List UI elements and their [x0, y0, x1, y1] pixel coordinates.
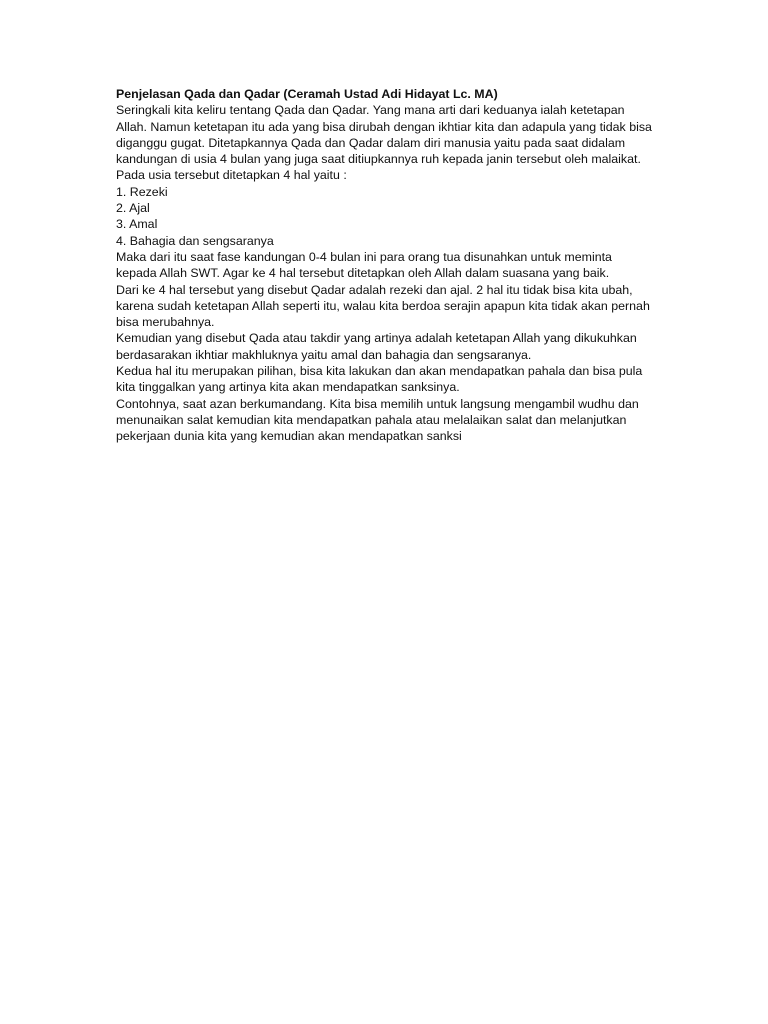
list-item: 4. Bahagia dan sengsaranya — [116, 233, 274, 248]
list-item: 3. Amal — [116, 217, 158, 232]
document-page — [116, 86, 656, 445]
paragraph-2: Dari ke 4 hal tersebut yang disebut Qadar adalah rezeki dan ajal. 2 hal itu tidak bisa kita ubah, karena sudah ketetapan Allah seperti itu, walau kita berdoa serajin apapun kita tidak akan pernah bisa merubahnya. — [116, 282, 650, 330]
document-title: Penjelasan Qada dan Qadar (Ceramah Ustad Adi Hidayat Lc. MA) — [116, 87, 498, 101]
paragraph-5: Contohnya, saat azan berkumandang. Kita bisa memilih untuk langsung mengambil wudhu dan menunaikan salat kemudian kita mendapatkan pahala atau melalaikan salat dan melanjutkan pekerjaan dunia kita yang kemudian akan mendapatkan sanksi — [116, 396, 639, 444]
paragraph-3: Kemudian yang disebut Qada atau takdir yang artinya adalah ketetapan Allah yang dikukuhkan berdasarakan ikhtiar makhluknya yaitu amal dan bahagia dan sengsaranya. — [116, 331, 637, 362]
list-item: 2. Ajal — [116, 201, 150, 216]
intro-paragraph: Seringkali kita keliru tentang Qada dan Qadar. Yang mana arti dari keduanya ialah ketetapan Allah. Namun ketetapan itu ada yang bisa dirubah dengan ikhtiar kita dan adapula yang tidak bisa diganggu gugat. Ditetapkannya Qada dan Qadar dalam diri manusia yaitu pada saat didalam kandungan di usia 4 bulan yang juga saat ditiupkannya ruh kepada janin tersebut oleh malaikat. — [116, 103, 652, 167]
list-intro: Pada usia tersebut ditetapkan 4 hal yaitu : — [116, 168, 347, 183]
list-item: 1. Rezeki — [116, 184, 168, 199]
paragraph-4: Kedua hal itu merupakan pilihan, bisa kita lakukan dan akan mendapatkan pahala dan bisa pula kita tinggalkan yang artinya kita akan mendapatkan sanksinya. — [116, 364, 643, 395]
paragraph-1: Maka dari itu saat fase kandungan 0-4 bulan ini para orang tua disunahkan untuk meminta kepada Allah SWT. Agar ke 4 hal tersebut ditetapkan oleh Allah dalam suasana yang baik. — [116, 249, 612, 281]
numbered-list — [116, 184, 656, 249]
